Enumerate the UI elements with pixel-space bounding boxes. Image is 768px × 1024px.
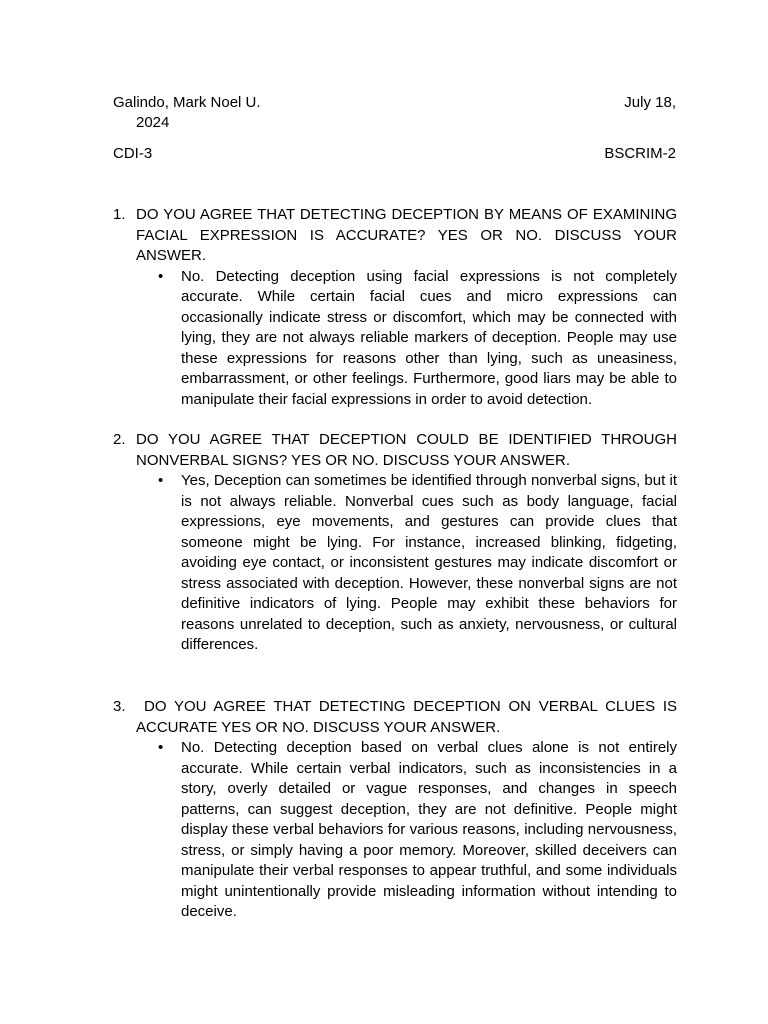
bullet-icon: •	[158, 472, 164, 489]
course-code: CDI-3	[113, 145, 153, 162]
question-text: DO YOU AGREE THAT DECEPTION COULD BE IDENTIFIED THROUGH NONVERBAL SIGNS? YES OR NO. DISCUSS YOUR ANSWER.	[136, 431, 677, 469]
date-month-day: July 18,	[624, 94, 676, 111]
bullet-icon: •	[158, 739, 164, 756]
answer-bullet	[158, 738, 677, 923]
bullet-icon: •	[158, 267, 164, 285]
answer-bullet	[158, 471, 677, 656]
question-item-3	[113, 697, 677, 923]
section-code: BSCRIM-2	[604, 145, 676, 162]
answer-text: Yes, Deception can sometimes be identified through nonverbal signs, but it is not always reliable. Nonverbal cues such as body language, facial expressions, eye movements, and gestures can provide clues that someone might be lying. For instance, increased blinking, fidgeting, avoiding eye contact, or inconsistent gestures may indicate discomfort or stress associated with deception. However, these nonverbal signs are not definitive indicators of lying. People may exhibit these behaviors for reasons unrelated to deception, such as anxiety, nervousness, or cultural differences.	[181, 472, 677, 653]
question-text: DO YOU AGREE THAT DETECTING DECEPTION ON VERBAL CLUES IS ACCURATE YES OR NO. DISCUSS YOUR ANSWER.	[136, 698, 677, 736]
question-item-1	[113, 205, 677, 410]
question-number: 3.	[113, 698, 126, 715]
date-year: 2024	[136, 114, 170, 131]
answer-text: No. Detecting deception using facial expressions is not completely accurate. While certain facial cues and micro expressions can occasionally indicate stress or discomfort, which may be connected with lying, they are not always reliable markers of deception. People may use these expressions for reasons other than lying, such as uneasiness, embarrassment, or other feelings. Furthermore, good liars may be able to manipulate their facial expressions in order to avoid detection.	[181, 267, 677, 408]
answer-text: No. Detecting deception based on verbal clues alone is not entirely accurate. While certain verbal indicators, such as inconsistencies in a story, overly detailed or vague responses, and changes in speech patterns, can suggest deception, they are not definitive. People might display these verbal behaviors for various reasons, including nervousness, stress, or simply having a poor memory. Moreover, skilled deceivers can manipulate their verbal responses to appear truthful, and some individuals might unintentionally provide misleading information without intending to deceive.	[181, 739, 677, 920]
question-text: DO YOU AGREE THAT DETECTING DECEPTION BY MEANS OF EXAMINING FACIAL EXPRESSION IS ACCURATE? YES OR NO. DISCUSS YOUR ANSWER.	[136, 206, 677, 264]
header-row-course-section	[113, 144, 676, 164]
question-number: 1.	[113, 206, 126, 223]
header-row-name-date	[113, 93, 676, 133]
answer-bullet	[158, 267, 677, 411]
question-item-2	[113, 430, 677, 656]
student-name: Galindo, Mark Noel U.	[113, 94, 261, 111]
question-number: 2.	[113, 431, 126, 448]
